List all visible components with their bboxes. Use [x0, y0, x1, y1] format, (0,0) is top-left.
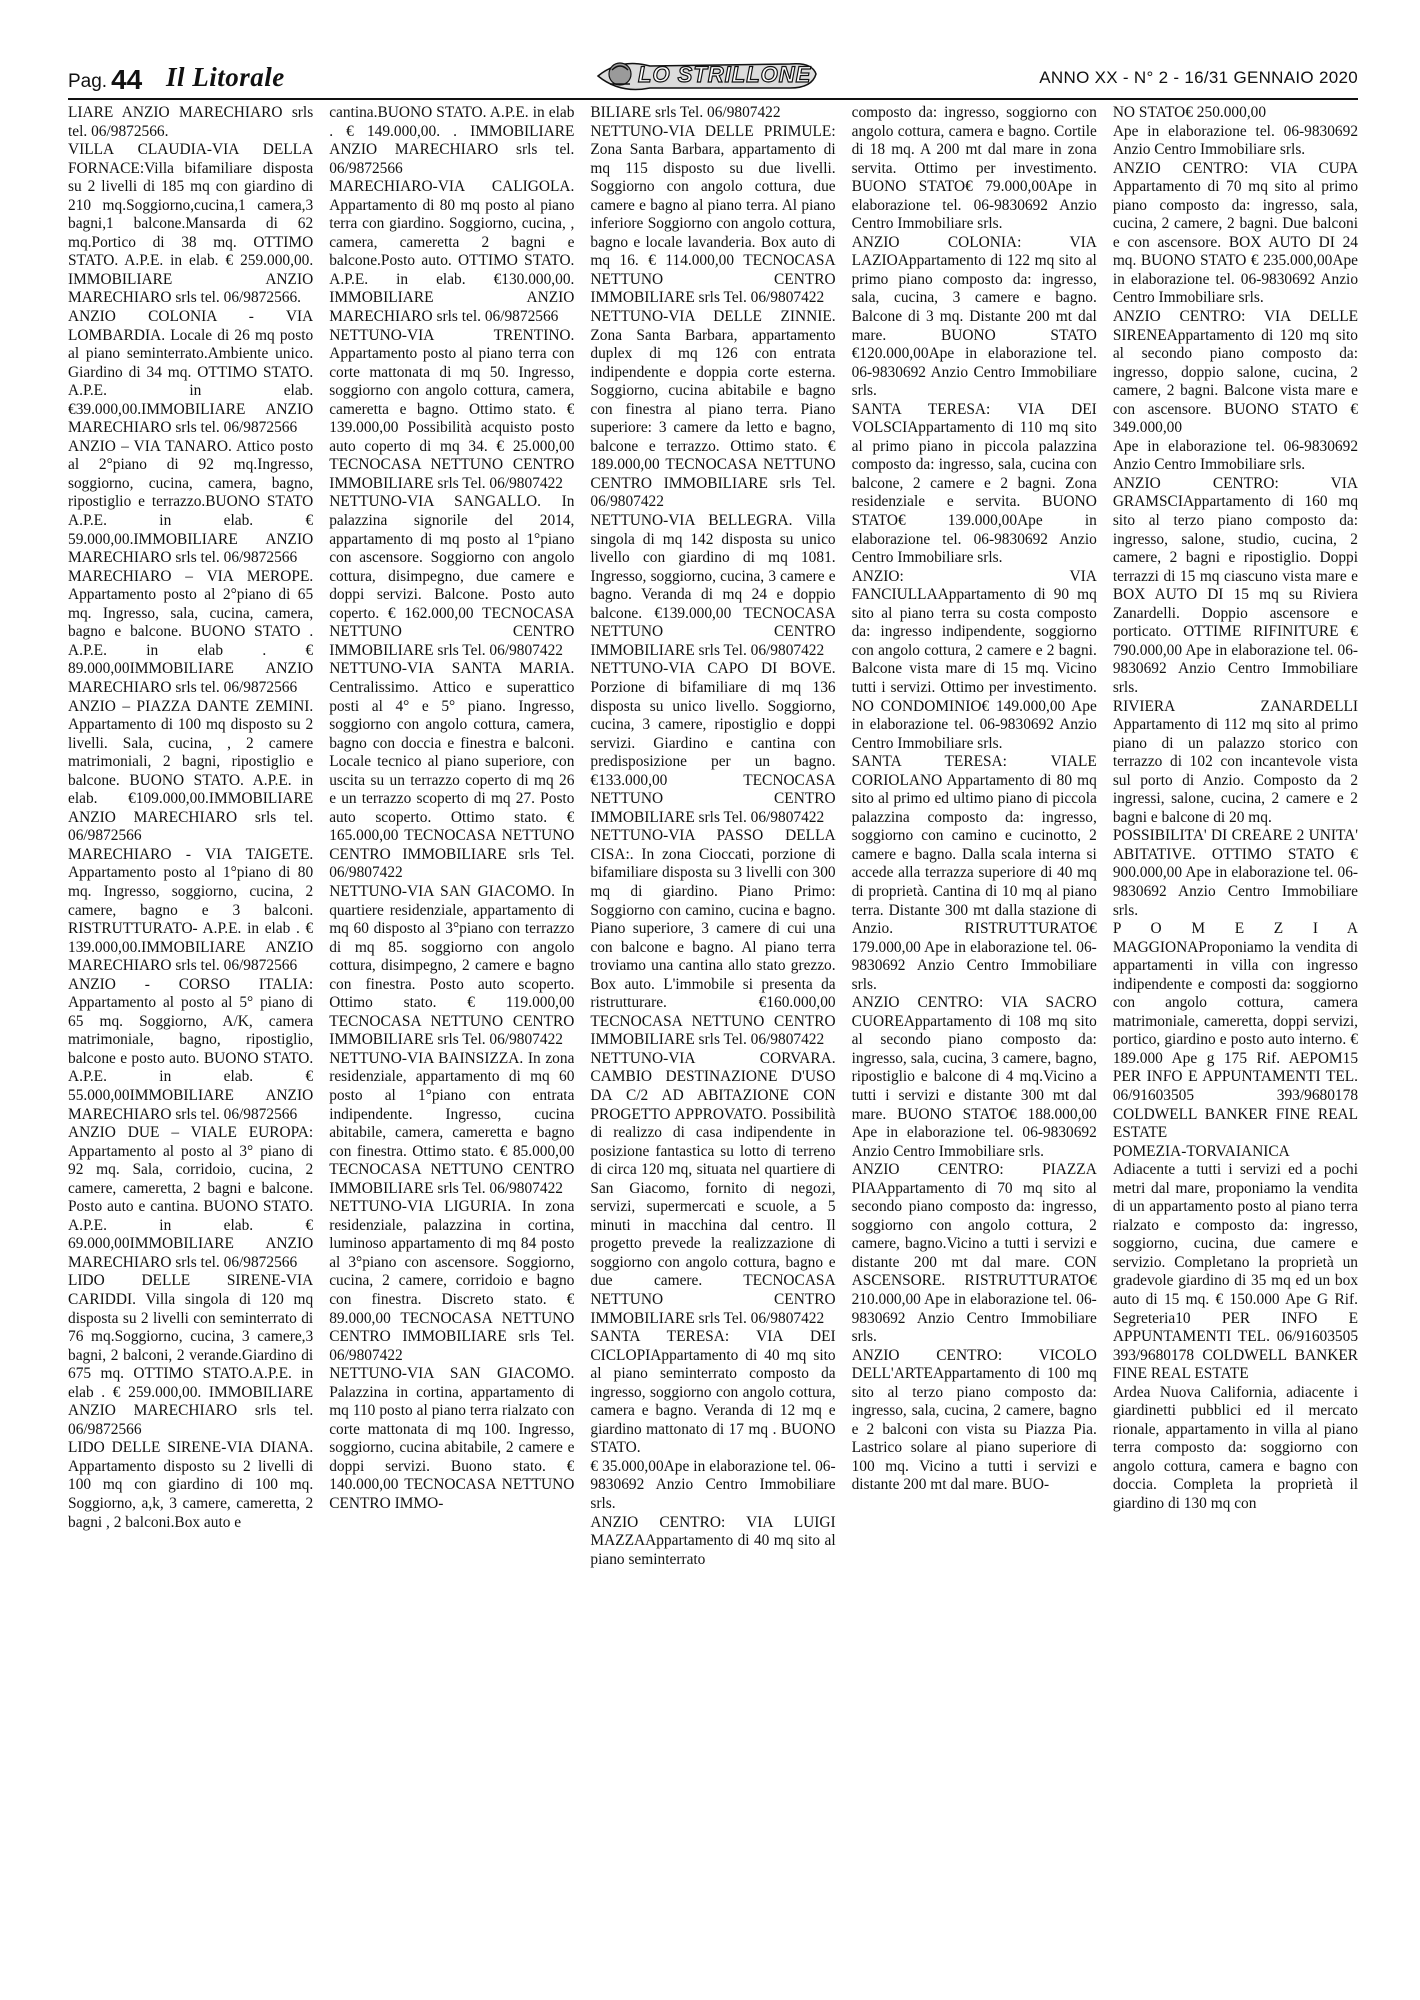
classified-ad: Ape in elaborazione tel. 06-9830692 Anzio Centro Immobiliare srls.	[1112, 122, 1359, 159]
classified-ad: cantina.BUONO STATO. A.P.E. in elab . € 149.000,00. . IMMOBILIARE ANZIO MARECHIARO srls tel. 06/9872566	[329, 104, 575, 177]
classified-ad: ANZIO DUE – VIALE EUROPA: Appartamento al posto al 3° piano di 92 mq. Sala, corridoio, cucina, 2 camere, cameretta, 2 bagni e balcone. Posto auto e cantina. BUONO STATO. A.P.E. in elab. € 69.000,00IMMOBILIARE ANZIO MARECHIARO srls tel. 06/9872566	[68, 1124, 314, 1271]
classified-ad: ANZIO – PIAZZA DANTE ZEMINI. Appartamento di 100 mq disposto su 2 livelli. Sala, cucina, , 2 camere matrimoniali, 2 bagni, ripostiglio e balcone. BUONO STATO. A.P.E. in elab. €109.000,00.IMMOBILIARE ANZIO MARECHIARO srls tel. 06/9872566	[68, 697, 314, 845]
column-2	[329, 104, 574, 1984]
classified-ad: BILIARE srls Tel. 06/9807422	[590, 104, 781, 121]
column-3	[590, 104, 835, 1984]
classified-ad: NO STATO€ 250.000,00	[1112, 104, 1267, 121]
classified-ad: NETTUNO-VIA SAN GIACOMO. Palazzina in cortina, appartamento di mq 110 posto al piano terra rialzato con corte mattonata di mq 100. Ingresso, soggiorno, cucina abitabile, 2 camere e doppi servizi. Buono stato. € 140.000,00 TECNOCASA NETTUNO CENTRO IMMO-	[329, 1365, 575, 1513]
column-1	[68, 104, 313, 1984]
classified-ad: ANZIO CENTRO: PIAZZA PIAAppartamento di 70 mq sito al secondo piano composto da: ingresso, soggiorno con angolo cottura, 2 camere, bagno.Vicino a tutti i servizi e distante 200 mt dal mare. CON ASCENSORE. RISTRUTTURATO€ 210.000,00 Ape in elaborazione tel. 06-9830692 Anzio Centro Immobiliare srls.	[851, 1161, 1097, 1346]
classified-ad: RIVIERA ZANARDELLI Appartamento di 112 mq sito al primo piano di un palazzo storico con terrazzo di 102 con incantevole vista sul porto di Anzio. Composto da 2 ingressi, salone, cucina, 2 camere e 2 bagni e balcone di 20 mq.	[1112, 697, 1359, 826]
classified-ad: ANZIO CENTRO: VIA CUPA Appartamento di 70 mq sito al primo piano composto da: ingresso, sala, cucina, 2 camere, 2 bagni. Due balconi e con ascensore. BOX AUTO DI 24 mq. BUONO STATO € 235.000,00Ape in elaborazione tel. 06-9830692 Anzio Centro Immobiliare srls.	[1112, 159, 1359, 307]
classified-ad: ANZIO: VIA FANCIULLAAppartamento di 90 mq sito al piano terra su costa composto da: ingresso indipendente, soggiorno con angolo cottura, 2 camere e 2 bagni. Balcone vista mare di 15 mq. Vicino tutti i servizi. Ottimo per investimento. NO CONDOMINIO€ 149.000,00 Ape in elaborazione tel. 06-9830692 Anzio Centro Immobiliare srls.	[851, 567, 1097, 752]
classified-ad: SANTA TERESA: VIALE CORIOLANO Appartamento di 80 mq sito al primo ed ultimo piano di piccola palazzina composto da: ingresso, soggiorno con camino e cucinotto, 2 camere e bagno. Dalla scala interna si accede alla terrazza superiore di 40 mq di proprietà. Cantina di 10 mq al piano terra. Distante 300 mt dalla stazione di Anzio. RISTRUTTURATO€ 179.000,00 Ape in elaborazione tel. 06-9830692 Anzio Centro Immobiliare srls.	[851, 753, 1097, 993]
classified-ad: MARECHIARO-VIA CALIGOLA. Appartamento di 80 mq posto al piano terra con giardino. Soggiorno, cucina, , camera, cameretta 2 bagni e balcone.Posto auto. OTTIMO STATO. A.P.E. in elab. €130.000,00. IMMOBILIARE ANZIO MARECHIARO srls tel. 06/9872566	[329, 178, 575, 326]
classified-ad: MARECHIARO - VIA TAIGETE. Appartamento posto al 1°piano di 80 mq. Ingresso, soggiorno, cucina, 2 camere, bagno e 3 balconi. RISTRUTTURATO- A.P.E. in elab . € 139.000,00.IMMOBILIARE ANZIO MARECHIARO srls tel. 06/9872566	[68, 845, 314, 975]
classified-ad: NETTUNO-VIA BAINSIZZA. In zona residenziale, appartamento di mq 60 posto al 1°piano con entrata indipendente. Ingresso, cucina abitabile, camera, cameretta e bagno con finestra. Ottimo stato. € 85.000,00 TECNOCASA NETTUNO CENTRO IMMOBILIARE srls Tel. 06/9807422	[329, 1049, 575, 1197]
classified-ad: LIDO DELLE SIRENE-VIA DIANA. Appartamento disposto su 2 livelli di 100 mq con giardino di 100 mq. Soggiorno, a,k, 3 camere, cameretta, 2 bagni , 2 balconi.Box auto e	[68, 1439, 314, 1531]
classified-ad: NETTUNO-VIA BELLEGRA. Villa singola di mq 142 disposta su unico livello con giardino di mq 1081. Ingresso, soggiorno, cucina, 3 camere e bagno. Veranda di mq 24 e doppio balcone. €139.000,00 TECNOCASA NETTUNO CENTRO IMMOBILIARE srls Tel. 06/9807422	[590, 512, 836, 659]
classified-ad: ANZIO CENTRO: VIA SACRO CUOREAppartamento di 108 mq sito al secondo piano composto da: ingresso, sala, cucina, 3 camere, bagno, ripostiglio e balcone di 4 mq.Vicino a tutti i servizi e distante 300 mt dal mare. BUONO STATO€ 188.000,00 Ape in elaborazione tel. 06-9830692 Anzio Centro Immobiliare srls.	[851, 994, 1097, 1160]
classified-ad: NETTUNO-VIA LIGURIA. In zona residenziale, palazzina in cortina, luminoso appartamento di mq 84 posto al 3°piano con ascensore. Soggiorno, cucina, 2 camere, corridoio e bagno con finestra. Discreto stato. € 89.000,00 TECNOCASA NETTUNO CENTRO IMMOBILIARE srls Tel. 06/9807422	[329, 1198, 575, 1364]
classified-ad: ANZIO CENTRO: VIA GRAMSCIAppartamento di 160 mq sito al terzo piano composto da: ingresso, salone, studio, cucina, 2 camere, 2 bagni e ripostiglio. Doppi terrazzi di 15 mq ciascuno vista mare e BOX AUTO DI 15 mq su Riviera Zanardelli. Doppio ascensore e porticato. OTTIME RIFINITURE € 790.000,00 Ape in elaborazione tel. 06-9830692 Anzio Centro Immobiliare srls.	[1112, 474, 1359, 696]
classified-ad: ANZIO CENTRO: VIA DELLE SIRENEAppartamento di 120 mq sito al secondo piano composto da: ingresso, doppio salone, cucina, 2 camere, 2 bagni. Balcone vista mare e con ascensore. BUONO STATO € 349.000,00	[1112, 308, 1359, 437]
classified-ad: ANZIO COLONIA: VIA LAZIOAppartamento di 122 mq sito al primo piano composto da: ingresso, sala, cucina, 3 camere e bagno. Balcone di 3 mq. Distante 200 mt dal mare. BUONO STATO €120.000,00Ape in elaborazione tel. 06-9830692 Anzio Centro Immobiliare srls.	[851, 233, 1097, 400]
classified-ad: ANZIO CENTRO: VICOLO DELL'ARTEAppartamento di 100 mq sito al terzo piano composto da: ingresso, sala, cucina, 2 camere, bagno e 2 balconi con vista su Piazza Pia. Lastrico solare al piano superiore di 100 mq. Vicino a tutti i servizi e distante 200 mt dal mare. BUO-	[851, 1346, 1097, 1494]
classified-ad: NETTUNO-VIA CAPO DI BOVE. Porzione di bifamiliare di mq 136 disposta su unico livello. Soggiorno, cucina, 3 camere, ripostiglio e doppi servizi. Giardino e cantina con predisposizione per un bagno. €133.000,00 TECNOCASA NETTUNO CENTRO IMMOBILIARE srls Tel. 06/9807422	[590, 660, 836, 826]
classified-ad: LIARE ANZIO MARECHIARO srls tel. 06/9872566.	[68, 104, 314, 140]
classified-ad: Ape in elaborazione tel. 06-9830692 Anzio Centro Immobiliare srls.	[1112, 437, 1359, 474]
newspaper-name: Il Litorale	[166, 62, 285, 92]
classified-ad: NETTUNO-VIA SANGALLO. In palazzina signorile del 2014, appartamento di mq posto al 1°piano con ascensore. Soggiorno con angolo cottura, disimpegno, due camere e doppi servizi. Balcone. Posto auto coperto. € 162.000,00 TECNOCASA NETTUNO CENTRO IMMOBILIARE srls Tel. 06/9807422	[329, 493, 575, 659]
classified-ad: ANZIO - CORSO ITALIA: Appartamento al posto al 5° piano di 65 mq. Soggiorno, A/K, camera matrimoniale, bagno, ripostiglio, balcone e posto auto. BUONO STATO. A.P.E. in elab. € 55.000,00IMMOBILIARE ANZIO MARECHIARO srls tel. 06/9872566	[68, 975, 314, 1123]
classified-ad: VILLA CLAUDIA-VIA DELLA FORNACE:Villa bifamiliare disposta su 2 livelli di 185 mq con giardino di 210 mq.Soggiorno,cucina,1 camera,3 bagni,1 balcone.Mansarda di 62 mq.Portico di 38 mq. OTTIMO STATO. A.P.E. in elab. € 259.000,00. IMMOBILIARE ANZIO MARECHIARO srls tel. 06/9872566.	[68, 141, 314, 307]
strillone-logo	[590, 56, 820, 96]
page-number: 44	[111, 64, 143, 95]
classifieds-columns	[68, 104, 1358, 1984]
column-4	[852, 104, 1097, 1984]
classified-ad: composto da: ingresso, soggiorno con angolo cottura, camera e bagno. Cortile di 18 mq. A 200 mt dal mare in zona servita. Ottimo per investimento. BUONO STATO€ 79.000,00Ape in elaborazione tel. 06-9830692 Anzio Centro Immobiliare srls.	[851, 104, 1097, 233]
column-5	[1113, 104, 1358, 1984]
page-number-block	[68, 64, 142, 96]
classified-ad: NETTUNO-VIA SANTA MARIA. Centralissimo. Attico e superattico posti al 4° e 5° piano. Ingresso, soggiorno con angolo cottura, camera, bagno con doccia e finestra e balconi. Locale tecnico al piano superiore, con uscita su un terrazzo coperto di mq 26 e un terrazzo scoperto di mq 27. Posto auto scoperto. Ottimo stato. € 165.000,00 TECNOCASA NETTUNO CENTRO IMMOBILIARE srls Tel. 06/9807422	[329, 660, 575, 882]
classified-ad: P O M E Z I A MAGGIONAProponiamo la vendita di appartamenti in villa con ingresso indipendente e composti da: soggiorno con angolo cottura, camera matrimoniale, cameretta, doppi servizi, portico, giardino e posto auto interno. € 189.000 Ape g 175 Rif. AEPOM15 PER INFO E APPUNTAMENTI TEL. 06/91603505 393/9680178 COLDWELL BANKER FINE REAL ESTATE	[1112, 920, 1359, 1142]
classified-ad: NETTUNO-VIA TRENTINO. Appartamento posto al piano terra con corte mattonata di mq 50. Ingresso, soggiorno con angolo cottura, camera, cameretta e bagno. Ottimo stato. € 139.000,00 Possibilità acquisto posto auto coperto di mq 34. € 25.000,00 TECNOCASA NETTUNO CENTRO IMMOBILIARE srls Tel. 06/9807422	[329, 326, 575, 492]
classified-ad: ANZIO COLONIA - VIA LOMBARDIA. Locale di 26 mq posto al piano seminterrato.Ambiente unico. Giardino di 34 mq. OTTIMO STATO. A.P.E. in elab. €39.000,00.IMMOBILIARE ANZIO MARECHIARO srls tel. 06/9872566	[68, 308, 314, 437]
classified-ad: MARECHIARO – VIA MEROPE. Appartamento posto al 2°piano di 65 mq. Ingresso, sala, cucina, camera, bagno e balcone. BUONO STATO . A.P.E. in elab . € 89.000,00IMMOBILIARE ANZIO MARECHIARO srls tel. 06/9872566	[68, 567, 314, 696]
classified-ad: NETTUNO-VIA SAN GIACOMO. In quartiere residenziale, appartamento di mq 60 disposto al 3°piano con terrazzo di mq 85. soggiorno con angolo cottura, disimpegno, 2 camere e bagno con finestra. Posto auto scoperto. Ottimo stato. € 119.000,00 TECNOCASA NETTUNO CENTRO IMMOBILIARE srls Tel. 06/9807422	[329, 882, 575, 1049]
classified-ad: SANTA TERESA: VIA DEI VOLSCIAppartamento di 110 mq sito al primo piano in piccola palazzina composto da: ingresso, sala, cucina con balcone, 2 camere e 2 bagni. Zona residenziale e servita. BUONO STATO€ 139.000,00Ape in elaborazione tel. 06-9830692 Anzio Centro Immobiliare srls.	[851, 400, 1097, 567]
classified-ad: SANTA TERESA: VIA DEI CICLOPIAppartamento di 40 mq sito al piano seminterrato composto da ingresso, soggiorno con angolo cottura, camera e bagno. Veranda di 12 mq e giardino mattonato di 17 mq . BUONO STATO.	[590, 1328, 836, 1457]
classified-ad: Adiacente a tutti i servizi ed a pochi metri dal mare, proponiamo la vendita di un appartamento posto al piano terra rialzato e composto da: ingresso, soggiorno, cucina, due camere e servizio. Completano la proprietà un gradevole giardino di 35 mq ed un box auto di 15 mq. € 150.000 Ape G Rif. Segreteria10 PER INFO E APPUNTAMENTI TEL. 06/91603505 393/9680178 COLDWELL BANKER FINE REAL ESTATE	[1112, 1161, 1359, 1383]
classified-ad: NETTUNO-VIA DELLE PRIMULE: Zona Santa Barbara, appartamento di mq 115 disposto su due livelli. Soggiorno con angolo cottura, due camere e bagno al piano terra. Al piano inferiore Soggiorno con angolo cottura, bagno e locale lavanderia. Box auto di mq 16. € 114.000,00 TECNOCASA NETTUNO CENTRO IMMOBILIARE srls Tel. 06/9807422	[590, 122, 836, 307]
classified-ad: NETTUNO-VIA DELLE ZINNIE. Zona Santa Barbara, appartamento duplex di mq 126 con entrata indipendente e doppia corte esterna. Soggiorno, cucina abitabile e bagno con finestra al piano terra. Piano superiore: 3 camere da letto e bagno, balcone e terrazzo. Ottimo stato. € 189.000,00 TECNOCASA NETTUNO CENTRO IMMOBILIARE srls Tel. 06/9807422	[590, 308, 836, 511]
classified-ad: € 35.000,00Ape in elaborazione tel. 06-9830692 Anzio Centro Immobiliare srls.	[590, 1457, 836, 1513]
classified-ad: POMEZIA-TORVAIANICA	[1112, 1142, 1290, 1160]
page-header	[68, 60, 1358, 96]
issue-info: ANNO XX - N° 2 - 16/31 GENNAIO 2020	[1039, 68, 1358, 87]
logo-text: LO STRILLONE	[638, 62, 812, 87]
classified-ad: POSSIBILITA' DI CREARE 2 UNITA' ABITATIVE. OTTIMO STATO € 900.000,00 Ape in elaborazione tel. 06-9830692 Anzio Centro Immobiliare srls.	[1112, 827, 1359, 919]
classified-ad: ANZIO CENTRO: VIA LUIGI MAZZAAppartamento di 40 mq sito al piano seminterrato	[590, 1513, 836, 1568]
page-label: Pag.	[68, 71, 108, 92]
classified-ad: NETTUNO-VIA CORVARA. CAMBIO DESTINAZIONE D'USO DA C/2 AD ABITAZIONE CON PROGETTO APPROVATO. Possibilità di realizzo di casa indipendente in posizione fantastica su lotto di terreno di circa 120 mq, situata nel quartiere di San Giacomo, fornito di negozi, servizi, supermercati e scuole, a 5 minuti in macchina dal centro. Il progetto prevede la realizzazione di soggiorno con angolo cottura, bagno e due camere. TECNOCASA NETTUNO CENTRO IMMOBILIARE srls Tel. 06/9807422	[590, 1049, 836, 1327]
classified-ad: NETTUNO-VIA PASSO DELLA CISA:. In zona Cioccati, porzione di bifamiliare disposta su 3 livelli con 300 mq di giardino. Piano Primo: Soggiorno con camino, cucina e bagno. Piano superiore, 3 camere di cui una con balcone e bagno. Al piano terra troviamo una cantina allo stato grezzo. Box auto. L'immobile si presenta da ristrutturare. €160.000,00 TECNOCASA NETTUNO CENTRO IMMOBILIARE srls Tel. 06/9807422	[590, 827, 836, 1049]
classified-ad: Ardea Nuova California, adiacente i giardinetti pubblici ed il mercato rionale, appartamento in villa al piano terra composto da: soggiorno con angolo cottura, camera e bagno con doccia. Completa la proprietà il giardino di 130 mq con	[1112, 1383, 1359, 1513]
header-rule	[68, 98, 1358, 100]
classified-ad: ANZIO – VIA TANARO. Attico posto al 2°piano di 92 mq.Ingresso, soggiorno, cucina, camera, bagno, ripostiglio e terrazzo.BUONO STATO A.P.E. in elab. € 59.000,00.IMMOBILIARE ANZIO MARECHIARO srls tel. 06/9872566	[68, 437, 314, 567]
classified-ad: LIDO DELLE SIRENE-VIA CARIDDI. Villa singola di 120 mq disposta su 2 livelli con seminterrato di 76 mq.Soggiorno, cucina, 3 camere,3 bagni, 2 balconi, 2 verande.Giardino di 675 mq. OTTIMO STATO.A.P.E. in elab . € 259.000,00. IMMOBILIARE ANZIO MARECHIARO srls tel. 06/9872566	[68, 1272, 314, 1438]
